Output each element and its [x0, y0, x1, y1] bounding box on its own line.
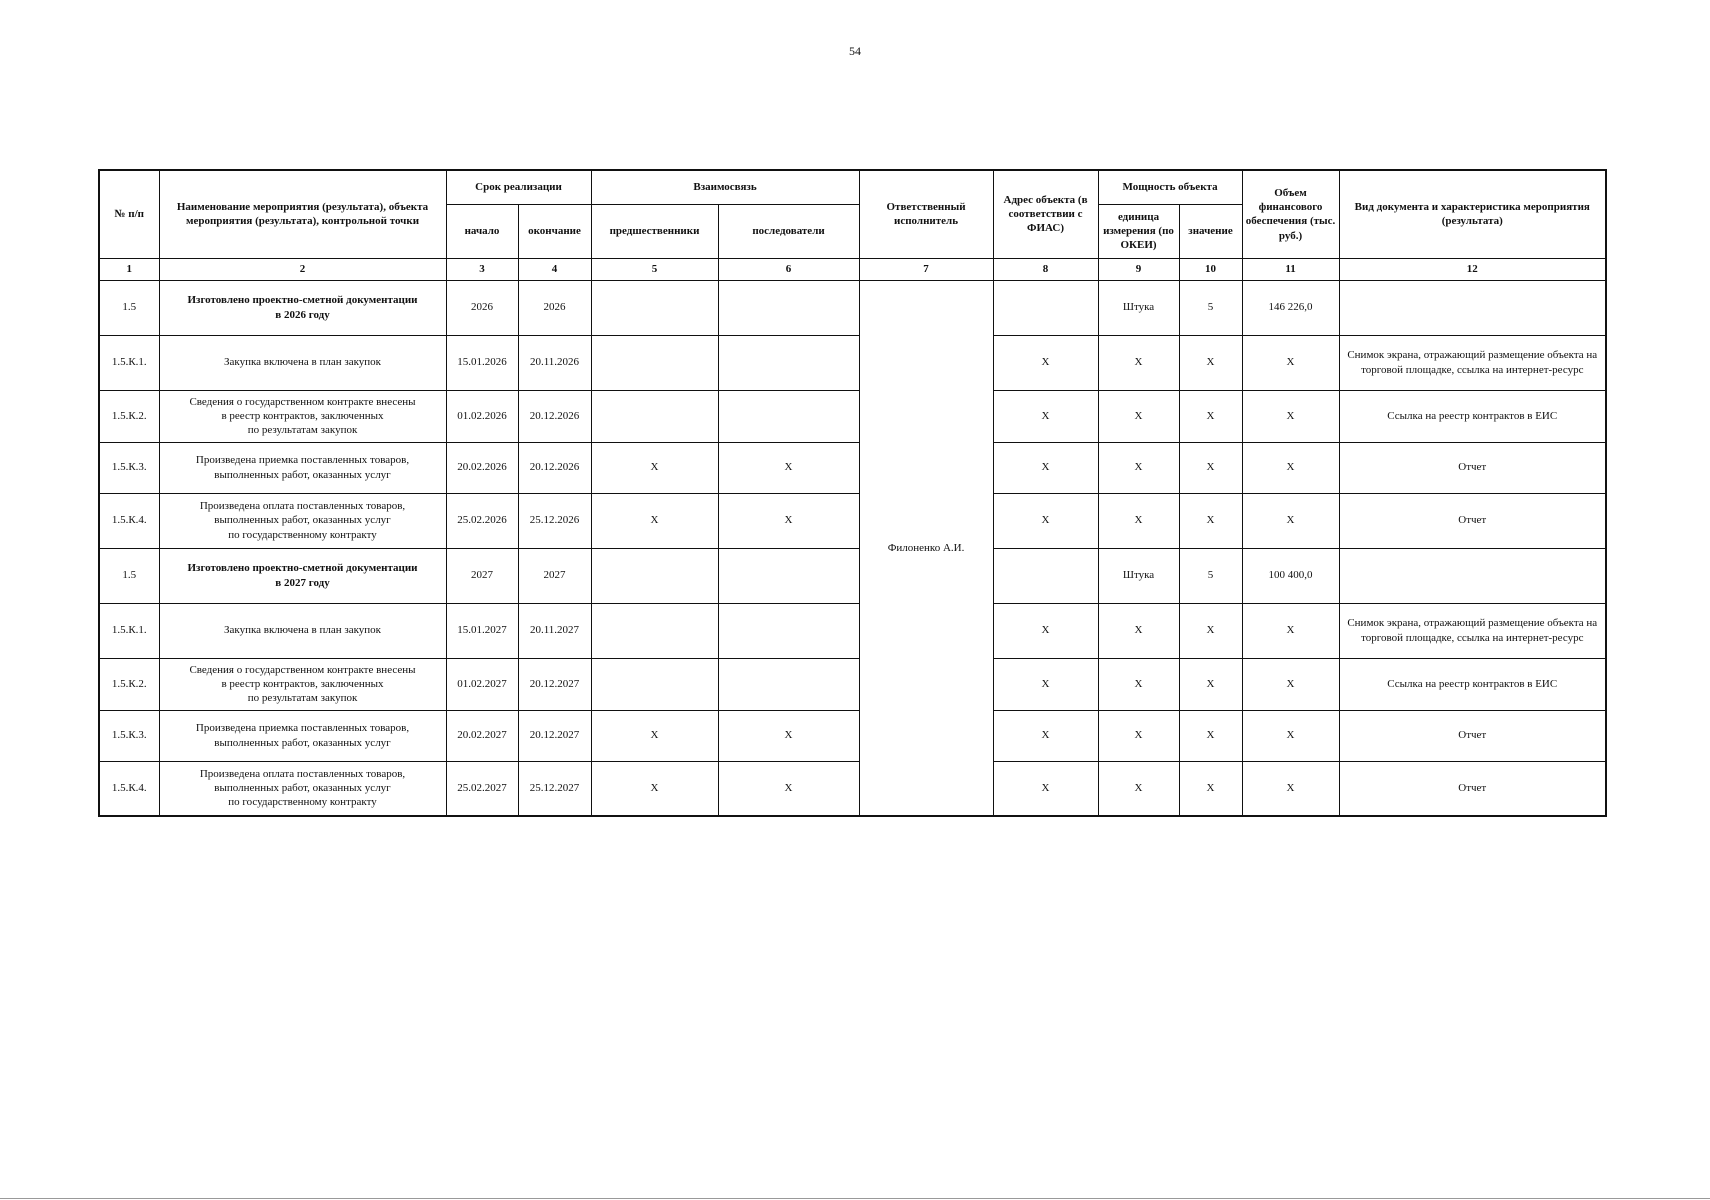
row-value: X [1179, 442, 1242, 493]
row-finance: X [1242, 493, 1339, 548]
header-value: значение [1179, 204, 1242, 258]
row-unit: X [1098, 493, 1179, 548]
row-name-line: в реестр контрактов, заключенных [221, 409, 384, 422]
row-successors [718, 658, 859, 710]
row-start: 01.02.2027 [446, 658, 518, 710]
row-start: 2027 [446, 548, 518, 603]
row-number: 1.5.К.4. [99, 761, 159, 816]
table-row [99, 761, 1606, 816]
table-row [99, 442, 1606, 493]
row-number: 1.5.К.2. [99, 658, 159, 710]
row-predecessors [591, 335, 718, 390]
column-number: 7 [859, 258, 993, 280]
row-name [159, 603, 446, 658]
row-name-line: выполненных работ, оказанных услуг [214, 468, 391, 481]
row-value: X [1179, 390, 1242, 442]
header-start: начало [446, 204, 518, 258]
row-predecessors: X [591, 710, 718, 761]
row-document: Отчет [1339, 442, 1606, 493]
row-name-line: по результатам закупок [247, 424, 358, 437]
row-name [159, 493, 446, 548]
page-number: 54 [849, 44, 861, 58]
header-term-group: Срок реализации [446, 170, 591, 204]
row-name [159, 335, 446, 390]
row-successors [718, 280, 859, 335]
column-number: 4 [518, 258, 591, 280]
row-name-line: Произведена приемка поставленных товаров, [195, 722, 410, 735]
row-predecessors: X [591, 493, 718, 548]
table-row [99, 280, 1606, 335]
row-end: 20.12.2026 [518, 390, 591, 442]
row-address [993, 548, 1098, 603]
header-name: Наименование мероприятия (результата), объекта мероприятия (результата), контрольной точки [159, 170, 446, 258]
row-name-line: по государственному контракту [228, 796, 377, 809]
header-responsible: Ответственный исполнитель [859, 170, 993, 258]
row-value: X [1179, 335, 1242, 390]
row-successors [718, 390, 859, 442]
row-name-line: выполненных работ, оказанных услуг [214, 514, 391, 527]
row-name [159, 280, 446, 335]
row-predecessors [591, 603, 718, 658]
row-value: X [1179, 493, 1242, 548]
row-address: X [993, 493, 1098, 548]
row-predecessors [591, 548, 718, 603]
row-predecessors: X [591, 761, 718, 816]
row-unit: X [1098, 658, 1179, 710]
row-end: 2026 [518, 280, 591, 335]
row-predecessors: X [591, 442, 718, 493]
row-unit: Штука [1098, 280, 1179, 335]
row-address: X [993, 603, 1098, 658]
row-finance: X [1242, 603, 1339, 658]
row-end: 20.11.2026 [518, 335, 591, 390]
row-predecessors [591, 280, 718, 335]
responsible-executor: Филоненко А.И. [859, 280, 993, 816]
row-name-line: в реестр контрактов, заключенных [221, 677, 384, 690]
table-row [99, 390, 1606, 442]
row-value: X [1179, 603, 1242, 658]
column-number: 10 [1179, 258, 1242, 280]
row-document: Отчет [1339, 761, 1606, 816]
header-successors: последователи [718, 204, 859, 258]
column-number: 6 [718, 258, 859, 280]
row-name [159, 390, 446, 442]
row-document [1339, 280, 1606, 335]
row-number: 1.5.К.1. [99, 603, 159, 658]
column-number: 12 [1339, 258, 1606, 280]
row-end: 20.12.2027 [518, 658, 591, 710]
row-document: Ссылка на реестр контрактов в ЕИС [1339, 390, 1606, 442]
row-end: 20.11.2027 [518, 603, 591, 658]
column-number: 8 [993, 258, 1098, 280]
row-address: X [993, 442, 1098, 493]
row-name [159, 548, 446, 603]
row-start: 15.01.2026 [446, 335, 518, 390]
row-document: Снимок экрана, отражающий размещение объекта на торговой площадке, ссылка на интернет-ресурс [1339, 603, 1606, 658]
table-row [99, 710, 1606, 761]
row-name-line: в 2027 году [275, 576, 330, 589]
row-name-line: по результатам закупок [247, 692, 358, 705]
row-unit: X [1098, 335, 1179, 390]
column-number: 5 [591, 258, 718, 280]
header-number: № п/п [99, 170, 159, 258]
row-value: X [1179, 761, 1242, 816]
header-address: Адрес объекта (в соответствии с ФИАС) [993, 170, 1098, 258]
row-name-line: Произведена приемка поставленных товаров, [195, 454, 410, 467]
column-number: 3 [446, 258, 518, 280]
row-name-line: Сведения о государственном контракте внесены [189, 663, 416, 676]
row-address: X [993, 390, 1098, 442]
row-name [159, 761, 446, 816]
column-number: 9 [1098, 258, 1179, 280]
row-value: 5 [1179, 280, 1242, 335]
row-name-line: Сведения о государственном контракте внесены [189, 395, 416, 408]
row-name-line: Произведена оплата поставленных товаров, [199, 767, 406, 780]
row-successors: X [718, 710, 859, 761]
row-name [159, 710, 446, 761]
row-unit: X [1098, 710, 1179, 761]
header-row-top [99, 170, 1606, 204]
table-row [99, 548, 1606, 603]
row-number: 1.5.К.3. [99, 710, 159, 761]
row-address: X [993, 761, 1098, 816]
column-number: 1 [99, 258, 159, 280]
row-name-line: Закупка включена в план закупок [223, 356, 382, 369]
row-successors: X [718, 761, 859, 816]
column-number-row [99, 258, 1606, 280]
row-document: Снимок экрана, отражающий размещение объекта на торговой площадке, ссылка на интернет-ресурс [1339, 335, 1606, 390]
row-number: 1.5 [99, 548, 159, 603]
row-name-line: Изготовлено проектно-сметной документации [187, 562, 418, 575]
row-number: 1.5.К.2. [99, 390, 159, 442]
row-unit: X [1098, 761, 1179, 816]
row-address: X [993, 710, 1098, 761]
row-end: 25.12.2026 [518, 493, 591, 548]
row-name-line: выполненных работ, оказанных услуг [214, 736, 391, 749]
header-capacity-group: Мощность объекта [1098, 170, 1242, 204]
row-end: 2027 [518, 548, 591, 603]
row-unit: Штука [1098, 548, 1179, 603]
row-address: X [993, 658, 1098, 710]
row-document: Отчет [1339, 493, 1606, 548]
row-value: X [1179, 658, 1242, 710]
row-finance: X [1242, 658, 1339, 710]
row-unit: X [1098, 603, 1179, 658]
row-finance: X [1242, 710, 1339, 761]
row-name [159, 658, 446, 710]
header-finance: Объем финансового обеспечения (тыс. руб.) [1242, 170, 1339, 258]
row-document: Отчет [1339, 710, 1606, 761]
implementation-plan-table [98, 169, 1607, 817]
table-row [99, 335, 1606, 390]
row-finance: X [1242, 761, 1339, 816]
row-start: 25.02.2026 [446, 493, 518, 548]
page-bottom-edge [0, 1198, 1710, 1199]
row-number: 1.5.К.1. [99, 335, 159, 390]
header-document: Вид документа и характеристика мероприятия (результата) [1339, 170, 1606, 258]
table-row [99, 658, 1606, 710]
row-address: X [993, 335, 1098, 390]
row-successors [718, 335, 859, 390]
column-number: 2 [159, 258, 446, 280]
row-end: 25.12.2027 [518, 761, 591, 816]
row-start: 20.02.2027 [446, 710, 518, 761]
row-name-line: Закупка включена в план закупок [223, 624, 382, 637]
row-predecessors [591, 658, 718, 710]
row-start: 2026 [446, 280, 518, 335]
row-name-line: в 2026 году [275, 308, 330, 321]
row-successors [718, 603, 859, 658]
row-successors: X [718, 442, 859, 493]
row-start: 20.02.2026 [446, 442, 518, 493]
row-document: Ссылка на реестр контрактов в ЕИС [1339, 658, 1606, 710]
row-name-line: по государственному контракту [228, 528, 377, 541]
table-row [99, 493, 1606, 548]
row-unit: X [1098, 390, 1179, 442]
row-finance: X [1242, 390, 1339, 442]
row-end: 20.12.2026 [518, 442, 591, 493]
row-name-line: Произведена оплата поставленных товаров, [199, 500, 406, 513]
row-address [993, 280, 1098, 335]
row-predecessors [591, 390, 718, 442]
row-finance: X [1242, 335, 1339, 390]
row-successors: X [718, 493, 859, 548]
row-start: 01.02.2026 [446, 390, 518, 442]
header-end: окончание [518, 204, 591, 258]
row-number: 1.5 [99, 280, 159, 335]
table-row [99, 603, 1606, 658]
row-name-line: Изготовлено проектно-сметной документации [187, 294, 418, 307]
row-finance: 146 226,0 [1242, 280, 1339, 335]
row-name-line: выполненных работ, оказанных услуг [214, 782, 391, 795]
row-successors [718, 548, 859, 603]
header-link-group: Взаимосвязь [591, 170, 859, 204]
row-start: 15.01.2027 [446, 603, 518, 658]
row-finance: X [1242, 442, 1339, 493]
row-number: 1.5.К.4. [99, 493, 159, 548]
row-unit: X [1098, 442, 1179, 493]
header-predecessors: предшественники [591, 204, 718, 258]
row-finance: 100 400,0 [1242, 548, 1339, 603]
row-value: 5 [1179, 548, 1242, 603]
row-number: 1.5.К.3. [99, 442, 159, 493]
row-name [159, 442, 446, 493]
row-document [1339, 548, 1606, 603]
row-end: 20.12.2027 [518, 710, 591, 761]
row-start: 25.02.2027 [446, 761, 518, 816]
column-number: 11 [1242, 258, 1339, 280]
header-unit: единица измерения (по ОКЕИ) [1098, 204, 1179, 258]
row-value: X [1179, 710, 1242, 761]
